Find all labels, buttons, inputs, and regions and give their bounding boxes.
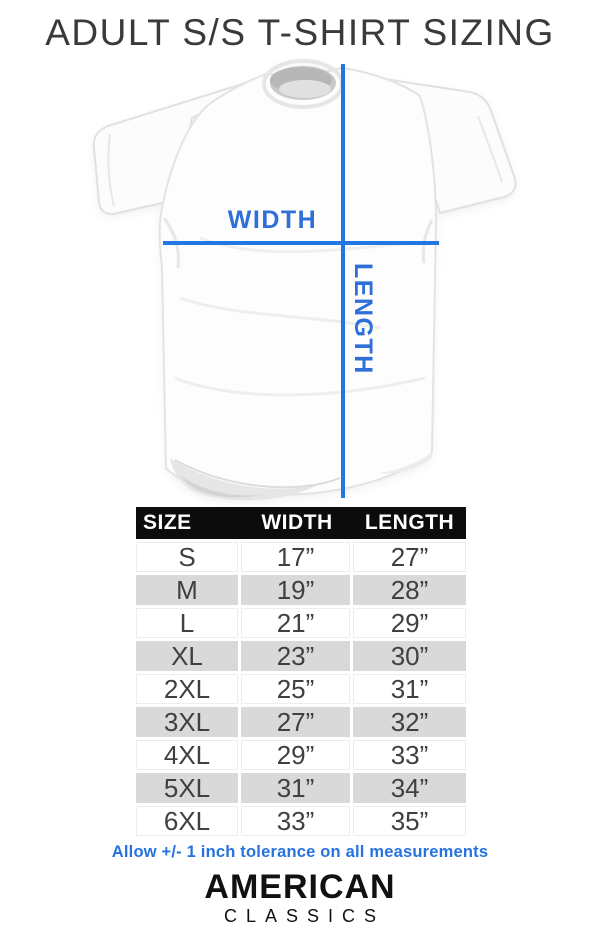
length-label: LENGTH <box>349 263 377 375</box>
size-cell: 4XL <box>136 740 238 770</box>
length-cell: 31” <box>353 674 466 704</box>
width-cell: 25” <box>241 674 350 704</box>
length-cell: 32” <box>353 707 466 737</box>
table-row-m <box>136 575 466 605</box>
table-row-2xl <box>136 674 466 704</box>
table-row-l <box>136 608 466 638</box>
width-cell: 31” <box>241 773 350 803</box>
length-cell: 34” <box>353 773 466 803</box>
length-cell: 35” <box>353 806 466 836</box>
header-size: SIZE <box>143 511 192 534</box>
width-cell: 17” <box>241 542 350 572</box>
length-cell: 30” <box>353 641 466 671</box>
size-cell: 5XL <box>136 773 238 803</box>
width-cell: 27” <box>241 707 350 737</box>
length-cell: 29” <box>353 608 466 638</box>
size-cell: 2XL <box>136 674 238 704</box>
size-cell: M <box>136 575 238 605</box>
length-cell: 33” <box>353 740 466 770</box>
table-row-5xl <box>136 773 466 803</box>
table-row-4xl <box>136 740 466 770</box>
tshirt-measurement-diagram <box>80 58 520 508</box>
size-cell: L <box>136 608 238 638</box>
length-cell: 27” <box>353 542 466 572</box>
table-row-s <box>136 542 466 572</box>
size-cell: 6XL <box>136 806 238 836</box>
width-measure-line <box>163 241 439 245</box>
width-cell: 19” <box>241 575 350 605</box>
tolerance-note: Allow +/- 1 inch tolerance on all measurements <box>111 843 489 861</box>
page-title: ADULT S/S T-SHIRT SIZING <box>45 12 555 53</box>
brand-logo <box>0 868 600 926</box>
tshirt-illustration <box>80 58 520 508</box>
brand-name: AMERICAN <box>204 868 396 906</box>
sizing-table-header <box>136 507 466 539</box>
size-cell: XL <box>136 641 238 671</box>
header-width: WIDTH <box>261 511 333 534</box>
width-label: WIDTH <box>227 206 318 234</box>
width-cell: 23” <box>241 641 350 671</box>
width-cell: 29” <box>241 740 350 770</box>
header-length: LENGTH <box>364 511 455 534</box>
sizing-table <box>136 507 466 839</box>
width-cell: 21” <box>241 608 350 638</box>
length-cell: 28” <box>353 575 466 605</box>
table-row-xl <box>136 641 466 671</box>
table-row-6xl <box>136 806 466 836</box>
brand-subname: CLASSICS <box>223 906 386 926</box>
size-cell: S <box>136 542 238 572</box>
size-cell: 3XL <box>136 707 238 737</box>
table-row-3xl <box>136 707 466 737</box>
width-cell: 33” <box>241 806 350 836</box>
length-measure-line <box>341 64 345 498</box>
